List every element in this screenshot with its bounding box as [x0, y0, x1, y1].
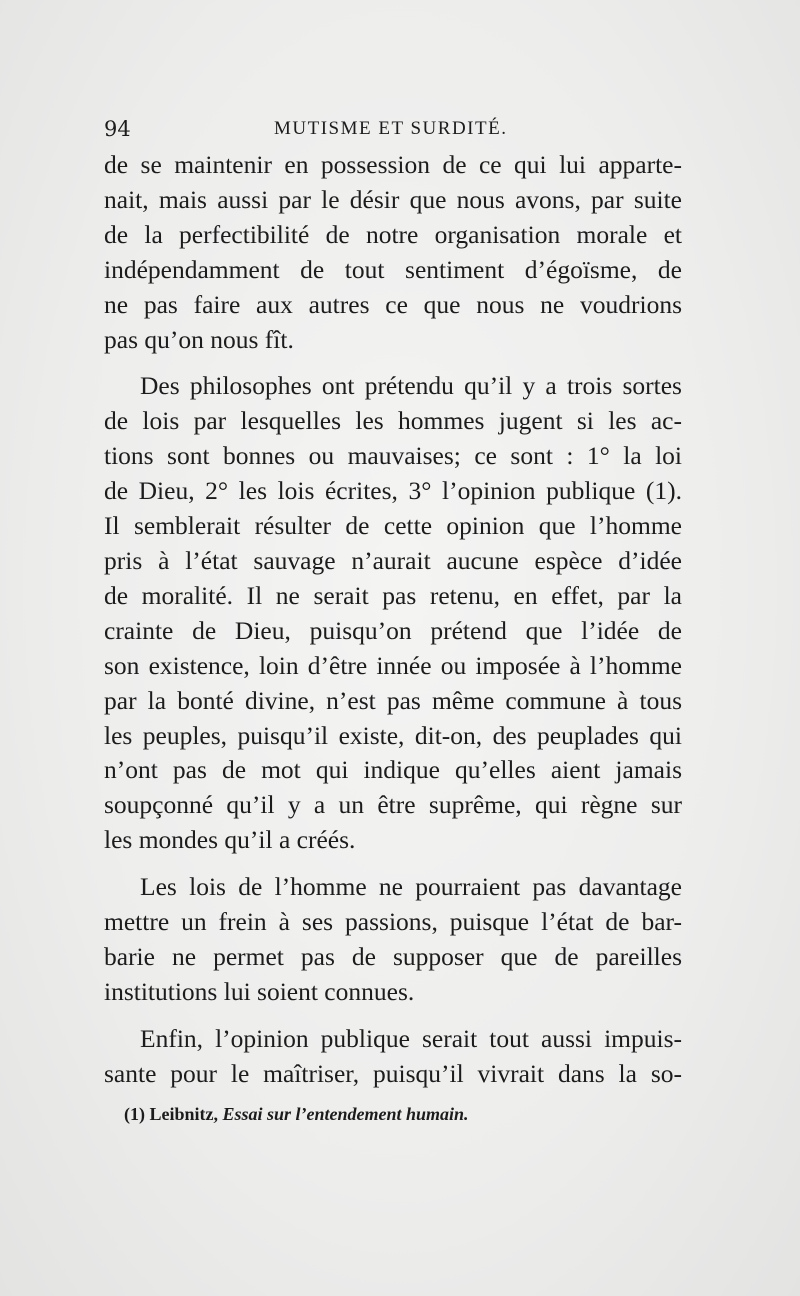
text-line: soupçonné qu’il y a un être suprême, qui règne sur: [104, 790, 682, 820]
text-line: par la bonté divine, n’est pas même commune à tous: [104, 685, 682, 715]
text-line: de la perfectibilité de notre organisation morale et: [104, 219, 682, 249]
text-line: de moralité. Il ne serait pas retenu, en effet, par la: [104, 580, 682, 610]
footnote-marker: (1) Leibnitz,: [124, 1104, 218, 1124]
text-line: tions sont bonnes ou mauvaises; ce sont : 1° la loi: [104, 441, 682, 471]
text-line: mettre un frein à ses passions, puisque l’état de bar-: [104, 907, 682, 937]
text-line: Il semblerait résulter de cette opinion que l’homme: [104, 511, 682, 541]
paragraph: [104, 1022, 682, 1092]
text-line: de lois par lesquelles les hommes jugent si les ac-: [104, 406, 682, 436]
text-line: nait, mais aussi par le désir que nous avons, par suite: [104, 184, 682, 214]
paragraph: [104, 148, 682, 357]
text-line: crainte de Dieu, puisqu’on prétend que l’idée de: [104, 615, 682, 645]
text-line: n’ont pas de mot qui indique qu’elles aient jamais: [104, 755, 682, 785]
text-line: Les lois de l’homme ne pourraient pas davantage: [140, 872, 682, 902]
text-line: pris à l’état sauvage n’aurait aucune espèce d’idée: [104, 545, 682, 575]
text-line: les mondes qu’il a créés.: [104, 825, 356, 855]
running-head: MUTISME ET SURDITÉ.: [274, 118, 508, 139]
text-line: indépendamment de tout sentiment d’égoïsme, de: [104, 254, 682, 284]
paragraph: [104, 369, 682, 858]
text-line: de se maintenir en possession de ce qui lui apparte-: [104, 150, 682, 179]
text-line: institutions lui soient connues.: [104, 976, 415, 1006]
text-line: son existence, loin d’être innée ou imposée à l’homme: [104, 650, 682, 680]
text-line: de Dieu, 2° les lois écrites, 3° l’opinion publique (1).: [104, 476, 682, 506]
page-number: 94: [104, 117, 131, 141]
footnote-title: Essai sur l’entendement humain.: [222, 1104, 469, 1124]
paragraph: [104, 870, 682, 1010]
footnote: [124, 1104, 469, 1125]
text-line: Des philosophes ont prétendu qu’il y a trois sortes: [140, 371, 682, 401]
text-line: barie ne permet pas de supposer que de pareilles: [104, 941, 682, 971]
text-line: sante pour le maîtriser, puisqu’il vivrait dans la so-: [104, 1058, 682, 1088]
text-line: Enfin, l’opinion publique serait tout aussi impuis-: [140, 1023, 682, 1053]
page-header: [104, 117, 682, 147]
text-line: pas qu’on nous fît.: [104, 324, 294, 354]
body-text: [104, 148, 682, 1104]
text-line: les peuples, puisqu’il existe, dit-on, des peuplades qui: [104, 720, 682, 750]
text-line: ne pas faire aux autres ce que nous ne voudrions: [104, 289, 682, 319]
